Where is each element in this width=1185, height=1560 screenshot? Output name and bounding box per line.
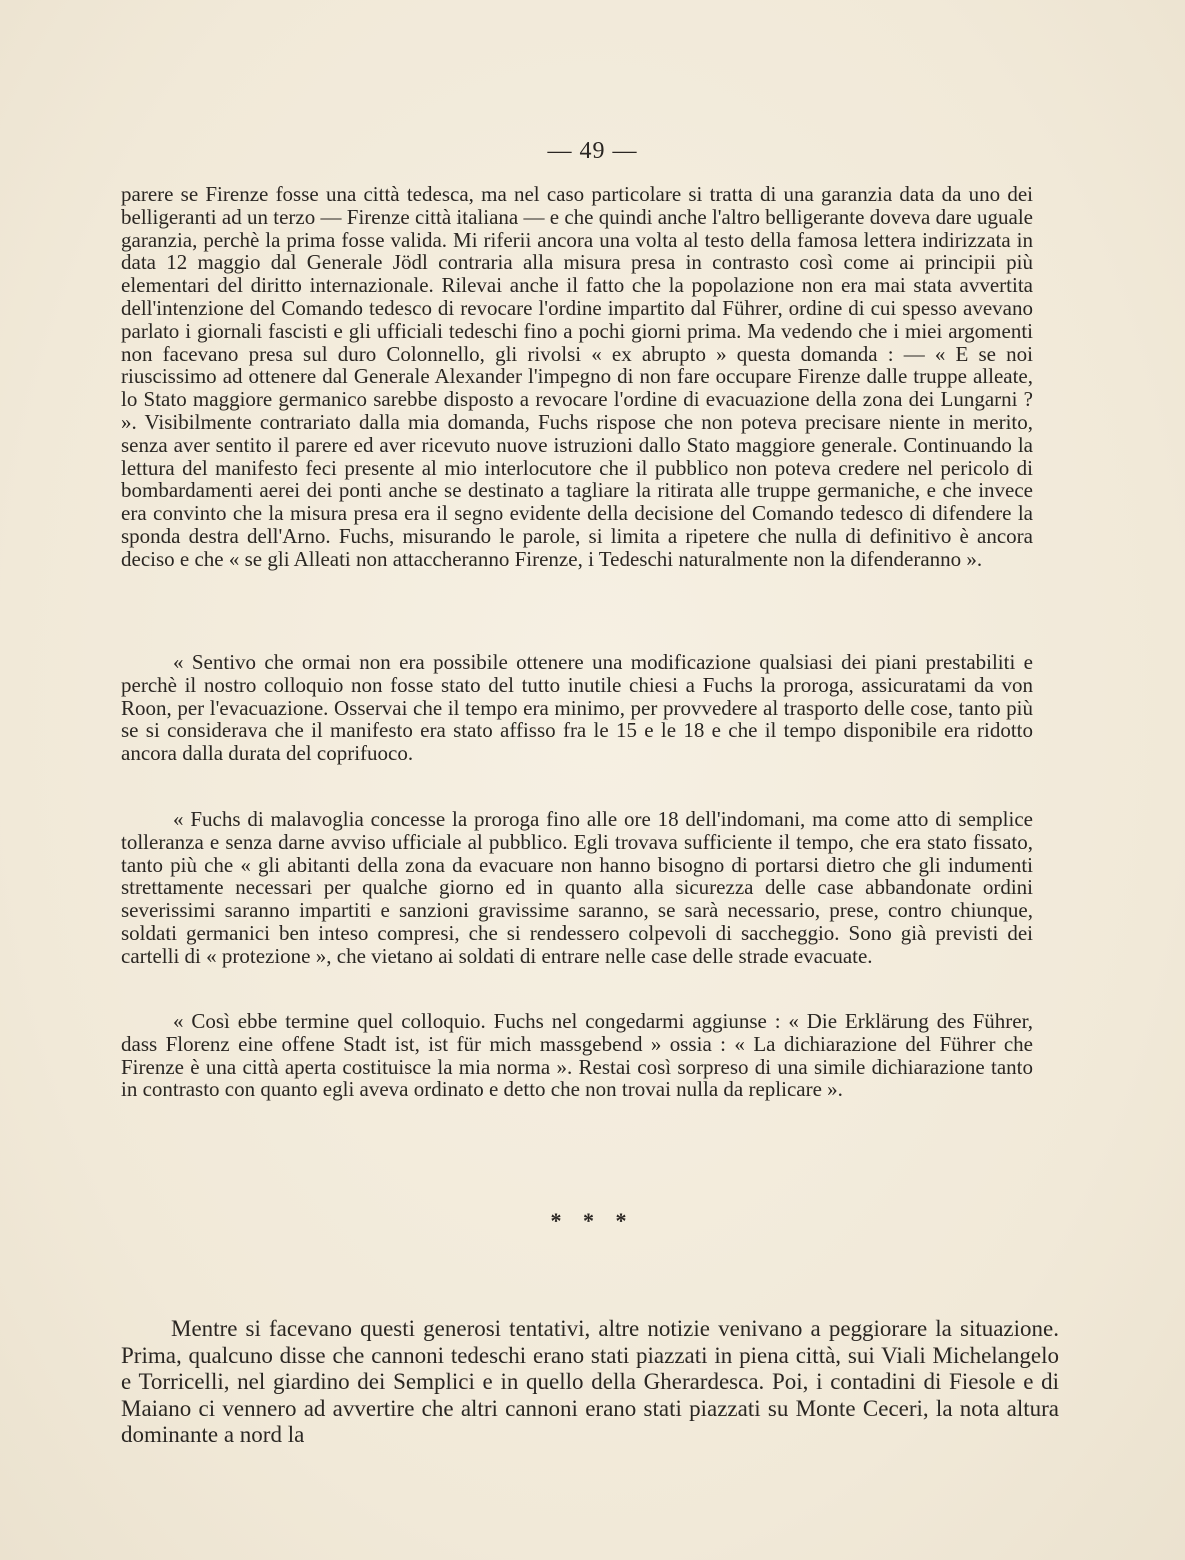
paragraph-final: Mentre si facevano questi generosi tentativi, altre notizie venivano a peggiorare la situazione. Prima, qualcuno disse che cannoni tedeschi erano stati piazzati in piena città, sui Viali Michelangelo e Torricelli, nel giardino dei Semplici e in quello della Gherardesca. Poi, i contadini di Fiesole e di Maiano ci vennero ad avvertire che altri cannoni erano stati piazzati su Monte Ceceri, la nota altura dominante a nord la — [121, 1316, 1059, 1447]
paragraph-1: parere se Firenze fosse una città tedesca, ma nel caso particolare si tratta di una garanzia data da uno dei belligeranti ad un terzo — Firenze città italiana — e che quindi anche l'altro belligerante doveva dare uguale garanzia, perchè la prima fosse valida. Mi riferii ancora una volta al testo della famosa lettera indirizzata in data 12 maggio dal Generale Jödl contraria alla misura presa in contrasto così come ai principii più elementari del diritto internazionale. Rilevai anche il fatto che la popolazione non era mai stata avvertita dell'intenzione del Comando tedesco di revocare l'ordine impartito dal Führer, ordine di cui spesso avevano parlato i giornali fascisti e gli ufficiali tedeschi fino a pochi giorni prima. Ma vedendo che i miei argomenti non facevano presa sul duro Colonnello, gli rivolsi « ex abrupto » questa domanda : — « E se noi riuscissimo ad ottenere dal Generale Alexander l'impegno di non fare occupare Firenze dalle truppe alleate, lo Stato maggiore germanico sarebbe disposto a revocare l'ordine di evacuazione della zona dei Lungarni ? ». Visibilmente contrariato dalla mia domanda, Fuchs rispose che non poteva precisare niente in merito, senza aver sentito il parere ed aver ricevuto nuove istruzioni dallo Stato maggiore generale. Continuando la lettura del manifesto feci presente al mio interlocutore che il pubblico non poteva credere nel pericolo di bombardamenti aerei dei ponti anche se destinato a tagliare la ritirata alle truppe germaniche, e che invece era convinto che la misura presa era il segno evidente della decisione del Comando tedesco di difendere la sponda destra dell'Arno. Fuchs, misurando le parole, si limita a ripetere che nulla di definitivo è ancora deciso e che « se gli Alleati non attaccheranno Firenze, i Tedeschi naturalmente non la difenderanno ». — [121, 182, 1033, 571]
paragraph-block-2 — [121, 651, 1033, 765]
page-number: — 49 — — [547, 138, 638, 164]
section-separator: * * * — [550, 1208, 635, 1233]
paragraph-block-4 — [121, 1010, 1033, 1101]
paragraph-block-3 — [121, 808, 1033, 968]
paragraph-2: « Sentivo che ormai non era possibile ottenere una modificazione qualsiasi dei piani prestabiliti e perchè il nostro colloquio non fosse stato del tutto inutile chiesi a Fuchs la proroga, assicuratami da von Roon, per l'evacuazione. Osservai che il tempo era minimo, per provvedere al trasporto delle cose, tanto più se si considerava che il manifesto era stato affisso fra le 15 e le 18 e che il tempo disponibile era ridotto ancora dalla durata del coprifuoco. — [121, 650, 1033, 766]
paragraph-continuation — [121, 183, 1033, 571]
paragraph-3: « Fuchs di malavoglia concesse la proroga fino alle ore 18 dell'indomani, ma come atto di semplice tolleranza e senza darne avviso ufficiale al pubblico. Egli trovava sufficiente il tempo, che era stato fissato, tanto più che « gli abitanti della zona da evacuare non hanno bisogno di portarsi dietro che gli indumenti strettamente necessari per qualche giorno ed in quanto alla sicurezza delle case abbandonate ordini severissimi saranno impartiti e sanzioni gravissime saranno, se sarà necessario, prese, contro chiunque, soldati germanici ben inteso compresi, che si rendessero colpevoli di saccheggio. Sono già previsti dei cartelli di « protezione », che vietano ai soldati di entrare nelle case delle strade evacuate. — [121, 807, 1033, 968]
paragraph-4: « Così ebbe termine quel colloquio. Fuchs nel congedarmi aggiunse : « Die Erklärung des Führer, dass Florenz eine offene Stadt ist, ist für mich massgebend » ossia : « La dichiarazione del Führer che Firenze è una città aperta costituisce la mia norma ». Restai così sorpreso di una simile dichiarazione tanto in contrasto con quanto egli aveva ordinato e detto che non trovai nulla da replicare ». — [121, 1009, 1033, 1102]
